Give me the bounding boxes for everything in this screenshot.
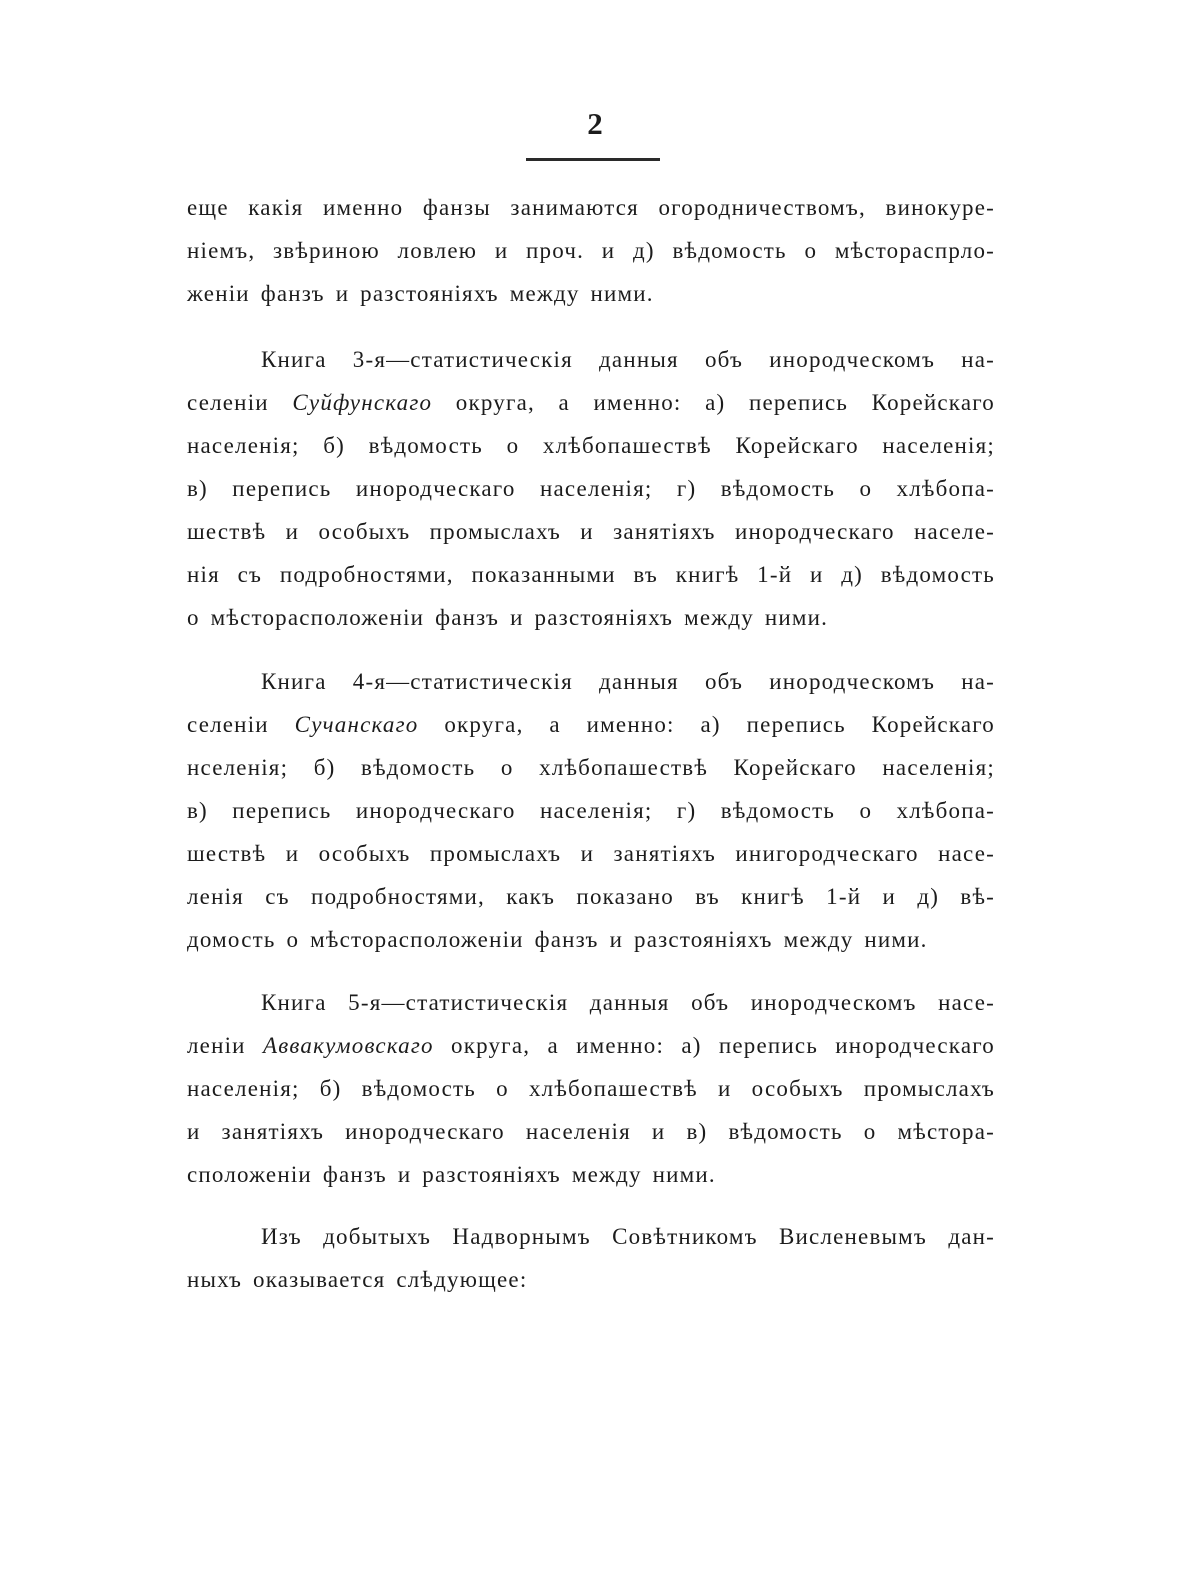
text-segment: сположеніи фанзъ и разстояніяхъ между ними. xyxy=(187,1162,716,1187)
text-line xyxy=(187,1258,995,1301)
text-line xyxy=(187,272,995,315)
paragraph xyxy=(187,1215,995,1301)
text-line xyxy=(187,746,995,789)
district-name: Сучанскаго xyxy=(294,712,419,737)
text-segment: и занятіяхъ инородческаго населенія и в) вѣдомость о мѣстора- xyxy=(187,1119,995,1144)
district-name: Аввакумовскаго xyxy=(262,1033,434,1058)
text-segment: в) перепись инородческаго населенія; г) вѣдомость о хлѣбопа- xyxy=(187,798,995,823)
text-line xyxy=(187,424,995,467)
text-segment: населенія; б) вѣдомость о хлѣбопашествѣ Корейскаго населенія; xyxy=(187,433,995,458)
text-segment: Книга 4-я—статистическія данныя объ инородческомъ на- xyxy=(261,669,995,694)
text-segment: селеніи xyxy=(187,712,295,737)
text-line xyxy=(187,1215,995,1258)
text-line xyxy=(187,660,995,703)
text-segment: Книга 5-я—статистическія данныя объ инородческомъ насе- xyxy=(261,990,995,1015)
paragraph xyxy=(187,186,995,315)
text-line xyxy=(187,553,995,596)
text-line xyxy=(187,229,995,272)
text-segment: округа, а именно: а) перепись Корейскаго xyxy=(418,712,995,737)
text-segment: шествѣ и особыхъ промыслахъ и занятіяхъ инородческаго населе- xyxy=(187,519,995,544)
text-line xyxy=(187,918,995,961)
text-line xyxy=(187,596,995,639)
text-line xyxy=(187,1067,995,1110)
text-segment: женіи фанзъ и разстояніяхъ между ними. xyxy=(187,281,654,306)
text-segment: шествѣ и особыхъ промыслахъ и занятіяхъ инигородческаго насе- xyxy=(187,841,995,866)
text-line xyxy=(187,981,995,1024)
text-line xyxy=(187,381,995,424)
text-line xyxy=(187,789,995,832)
district-name: Суйфунскаго xyxy=(292,390,433,415)
text-segment: Изъ добытыхъ Надворнымъ Совѣтникомъ Висленевымъ дан- xyxy=(261,1224,995,1249)
text-segment: ленія съ подробностями, какъ показано въ книгѣ 1-й и д) вѣ- xyxy=(187,884,995,909)
text-segment: населенія; б) вѣдомость о хлѣбопашествѣ и особыхъ промыслахъ xyxy=(187,1076,995,1101)
page-number: 2 xyxy=(587,106,604,141)
text-segment: ныхъ оказывается слѣдующее: xyxy=(187,1267,528,1292)
text-segment: о мѣстоpасположеніи фанзъ и разстояніяхъ между ними. xyxy=(187,605,829,630)
text-line xyxy=(187,1153,995,1196)
text-line xyxy=(187,1110,995,1153)
text-segment: округа, а именно: а) перепись Корейскаго xyxy=(432,390,995,415)
text-line xyxy=(187,703,995,746)
text-segment: Книга 3-я—статистическія данныя объ инородческомъ на- xyxy=(261,347,995,372)
paragraph xyxy=(187,660,995,961)
text-segment: нія съ подробностями, показанными въ книгѣ 1-й и д) вѣдомость xyxy=(187,562,995,587)
paragraph xyxy=(187,981,995,1196)
text-line xyxy=(187,832,995,875)
paragraph xyxy=(187,338,995,639)
text-line xyxy=(187,186,995,229)
text-segment: в) перепись инородческаго населенія; г) вѣдомость о хлѣбопа- xyxy=(187,476,995,501)
text-segment: еще какія именно фанзы занимаются огородничествомъ, винокуре- xyxy=(187,195,995,220)
text-line xyxy=(187,338,995,381)
text-segment: домость о мѣсторасположеніи фанзъ и разстояніяхъ между ними. xyxy=(187,927,928,952)
text-line xyxy=(187,875,995,918)
text-line xyxy=(187,1024,995,1067)
text-segment: леніи xyxy=(187,1033,263,1058)
text-segment: селеніи xyxy=(187,390,293,415)
text-line xyxy=(187,467,995,510)
header-rule xyxy=(526,158,660,161)
text-segment: нселенія; б) вѣдомость о хлѣбопашествѣ Корейскаго населенія; xyxy=(187,755,995,780)
text-segment: округа, а именно: а) перепись инородческаго xyxy=(433,1033,995,1058)
text-line xyxy=(187,510,995,553)
text-segment: ніемъ, звѣриною ловлею и проч. и д) вѣдомость о мѣстораспрло- xyxy=(187,238,995,263)
